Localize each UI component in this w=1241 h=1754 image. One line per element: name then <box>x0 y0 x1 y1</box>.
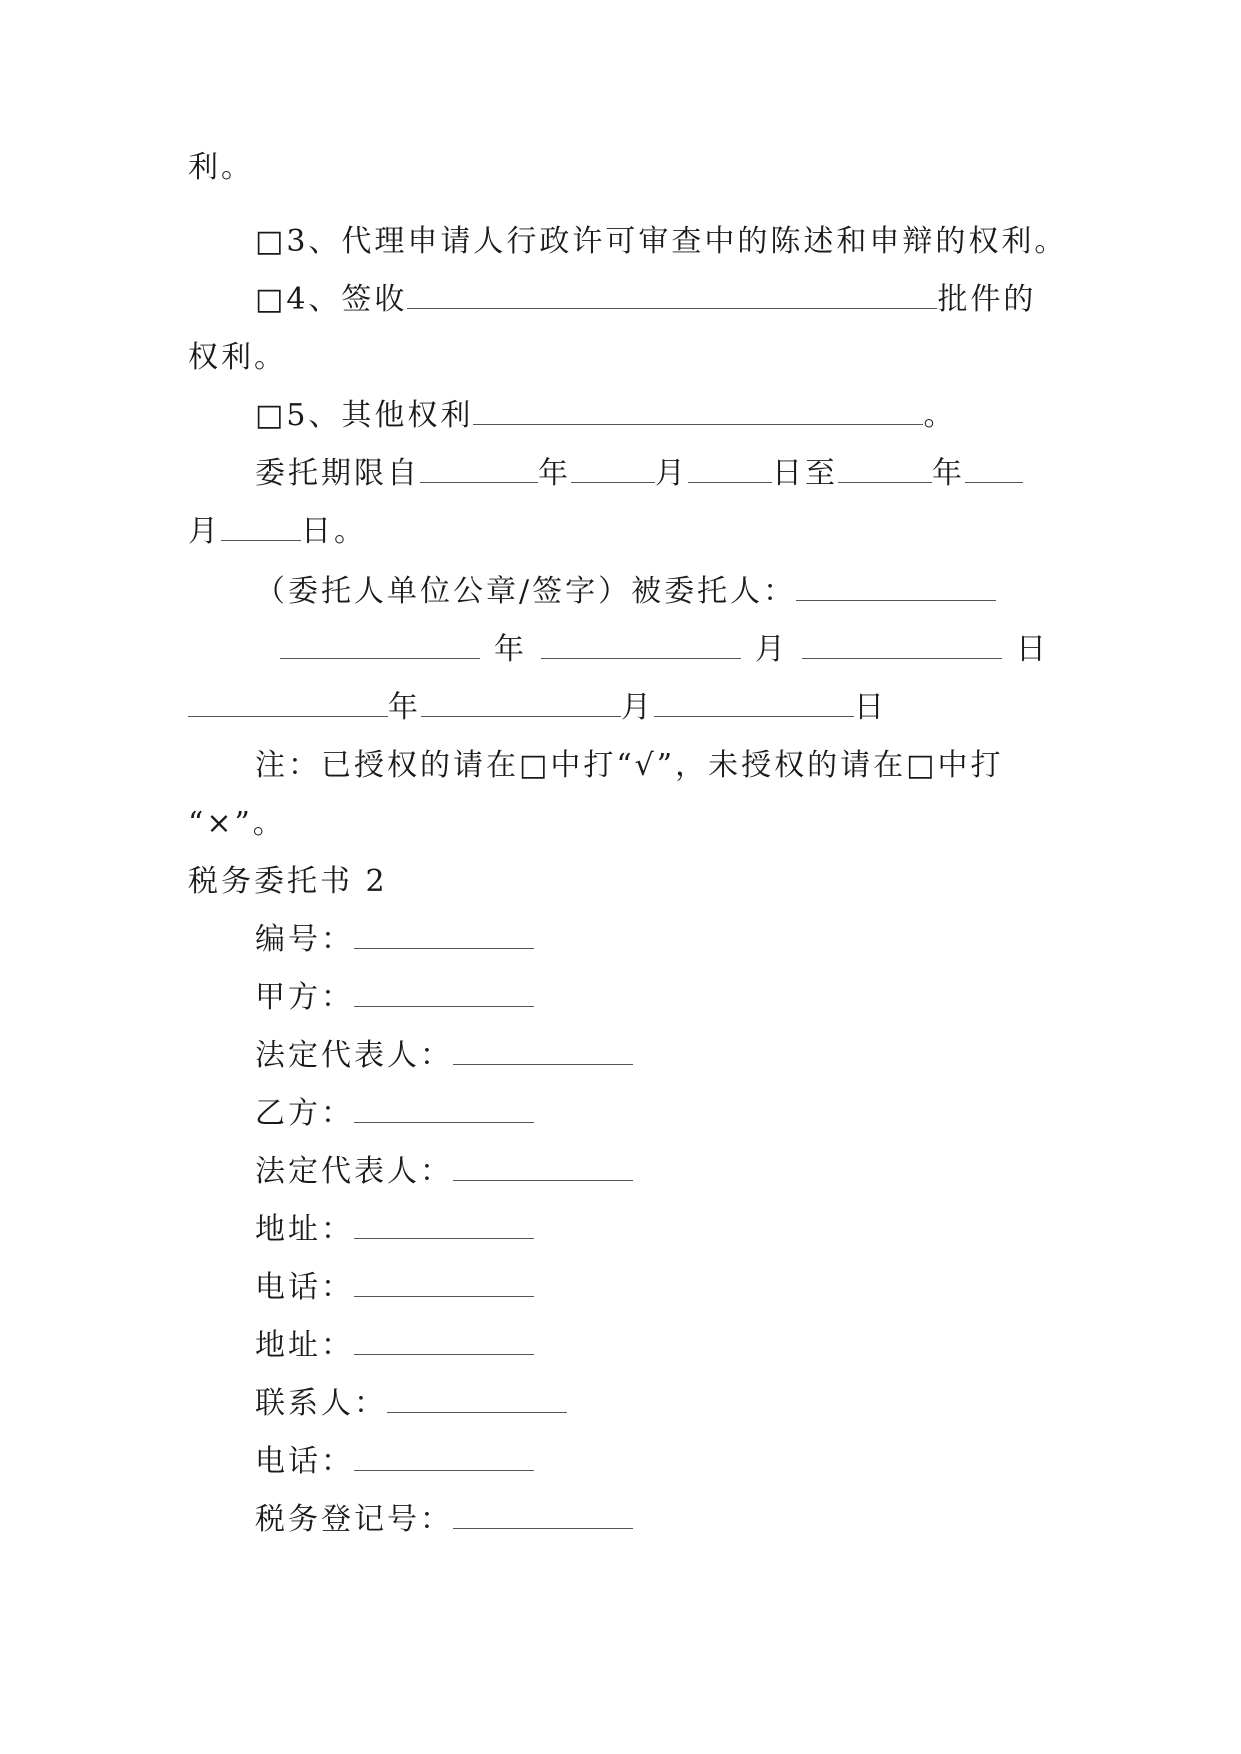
text-line <box>255 396 956 436</box>
field-label: 地址： <box>255 1328 354 1363</box>
text-line <box>188 688 887 728</box>
text-fragment: 年 <box>932 456 965 491</box>
field-label: 编号： <box>255 922 354 957</box>
text-fragment: 月 <box>621 690 654 725</box>
field-blank <box>453 1038 633 1065</box>
blank-underline <box>838 456 932 483</box>
text-fragment: □5、其他权利 <box>255 398 474 433</box>
field-blank <box>453 1502 633 1529</box>
text-fragment: （委托人单位公章/签字）被委托人： <box>255 574 797 609</box>
text-fragment: 月 <box>655 456 688 491</box>
text-fragment: 日 <box>1016 632 1049 667</box>
text-fragment: 委托期限自 <box>255 456 420 491</box>
text-line <box>255 280 1036 320</box>
field-blank <box>354 1444 534 1471</box>
field-label: 法定代表人： <box>255 1038 453 1073</box>
field-label: 乙方： <box>255 1096 354 1131</box>
blank-underline <box>221 514 301 541</box>
field-label: 联系人： <box>255 1386 387 1421</box>
section-title: 税务委托书 2 <box>188 864 388 899</box>
field-label: 地址： <box>255 1212 354 1247</box>
field-label: 电话： <box>255 1270 354 1305</box>
field-blank <box>387 1386 567 1413</box>
text-line: 权利。 <box>188 340 287 375</box>
blank-underline <box>407 282 937 309</box>
field-line <box>255 1500 633 1540</box>
field-blank <box>354 980 534 1007</box>
text-fragment: □4、签收 <box>255 282 408 317</box>
blank-underline <box>796 574 996 601</box>
text-line <box>255 572 996 612</box>
field-blank <box>354 1270 534 1297</box>
field-blank <box>354 1212 534 1239</box>
text-fragment: 日。 <box>301 514 367 549</box>
text-fragment: 日至 <box>772 456 838 491</box>
text-line: 利。 <box>188 150 254 185</box>
blank-underline <box>688 456 772 483</box>
field-blank <box>453 1154 633 1181</box>
text-fragment: 月 <box>188 514 221 549</box>
field-label: 法定代表人： <box>255 1154 453 1189</box>
field-label: 税务登记号： <box>255 1502 453 1537</box>
text-fragment: 。 <box>923 398 957 433</box>
text-fragment: 日 <box>854 690 887 725</box>
field-line <box>255 1326 534 1366</box>
blank-underline <box>541 632 741 659</box>
field-line <box>255 1442 534 1482</box>
field-label: 电话： <box>255 1444 354 1479</box>
text-line: “×”。 <box>188 806 286 841</box>
field-line <box>255 920 534 960</box>
text-line <box>188 512 367 552</box>
text-fragment: 月 <box>755 632 788 667</box>
text-fragment: 批件的 <box>937 282 1037 317</box>
text-line: □3、代理申请人行政许可审查中的陈述和申辩的权利。 <box>255 224 1068 259</box>
blank-underline <box>280 632 480 659</box>
text-fragment: 年 <box>538 456 571 491</box>
field-line <box>255 978 534 1018</box>
field-line <box>255 1210 534 1250</box>
field-line <box>255 1094 534 1134</box>
text-fragment: 年 <box>494 632 527 667</box>
field-line <box>255 1036 633 1076</box>
blank-underline <box>420 456 538 483</box>
field-blank <box>354 1096 534 1123</box>
field-label: 甲方： <box>255 980 354 1015</box>
blank-underline <box>421 690 621 717</box>
blank-underline <box>473 398 923 425</box>
field-line <box>255 1152 633 1192</box>
text-line <box>280 630 1049 670</box>
blank-underline <box>965 456 1023 483</box>
text-fragment: 年 <box>388 690 421 725</box>
field-blank <box>354 1328 534 1355</box>
blank-underline <box>654 690 854 717</box>
field-line <box>255 1268 534 1308</box>
text-line: 注：已授权的请在□中打“√”，未授权的请在□中打 <box>255 748 1004 783</box>
text-line <box>255 454 1023 494</box>
blank-underline <box>802 632 1002 659</box>
field-blank <box>354 922 534 949</box>
blank-underline <box>571 456 655 483</box>
blank-underline <box>188 690 388 717</box>
field-line <box>255 1384 567 1424</box>
